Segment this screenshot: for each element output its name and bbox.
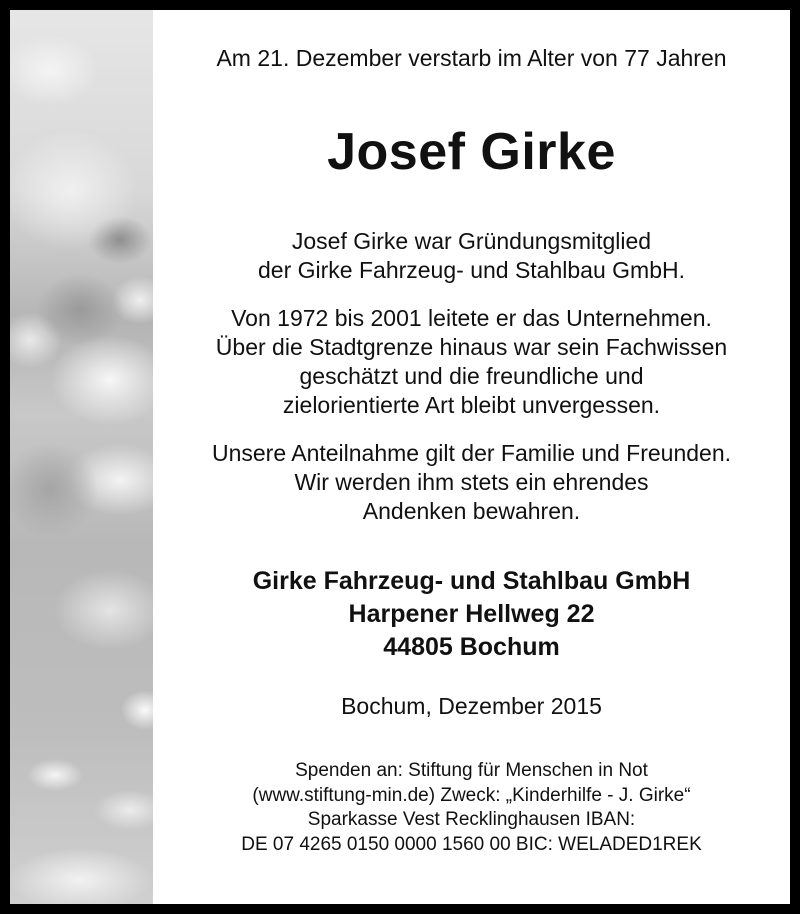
text-line: der Girke Fahrzeug- und Stahlbau GmbH. bbox=[258, 257, 685, 283]
text-line: zielorientierte Art bleibt unvergessen. bbox=[282, 392, 661, 418]
donation-info bbox=[153, 759, 790, 857]
deceased-name: Josef Girke bbox=[327, 123, 616, 181]
paragraph-founder bbox=[153, 227, 790, 285]
paragraph-condolence bbox=[153, 439, 790, 526]
text-line: Über die Stadtgrenze hinaus war sein Fachwissen bbox=[215, 334, 728, 360]
text-line: Wir werden ihm stets ein ehrendes bbox=[294, 469, 649, 495]
donation-line: Spenden an: Stiftung für Menschen in Not bbox=[295, 760, 648, 781]
text-line: Von 1972 bis 2001 leitete er das Unternehmen. bbox=[231, 305, 712, 331]
company-city: 44805 Bochum bbox=[383, 633, 560, 661]
company-name: Girke Fahrzeug- und Stahlbau GmbH bbox=[252, 567, 691, 595]
text-line: Unsere Anteilnahme gilt der Familie und Freunden. bbox=[211, 440, 732, 466]
company-street: Harpener Hellweg 22 bbox=[348, 600, 595, 628]
cloud-sky-image bbox=[10, 10, 153, 904]
donation-line: Sparkasse Vest Recklinghausen IBAN: bbox=[307, 809, 636, 830]
text-line: geschätzt und die freundliche und bbox=[299, 363, 644, 389]
company-address bbox=[153, 565, 790, 664]
notice-content bbox=[153, 10, 790, 904]
intro-line: Am 21. Dezember verstarb im Alter von 77 Jahren bbox=[216, 45, 727, 71]
donation-line: (www.stiftung-min.de) Zweck: „Kinderhilfe - J. Girke“ bbox=[252, 784, 691, 806]
paragraph-career bbox=[153, 304, 790, 420]
place-date: Bochum, Dezember 2015 bbox=[341, 693, 602, 719]
text-line: Josef Girke war Gründungsmitglied bbox=[291, 228, 652, 254]
obituary-notice bbox=[10, 10, 790, 904]
donation-line: DE 07 4265 0150 0000 1560 00 BIC: WELADED1REK bbox=[241, 833, 702, 855]
text-line: Andenken bewahren. bbox=[362, 498, 581, 524]
